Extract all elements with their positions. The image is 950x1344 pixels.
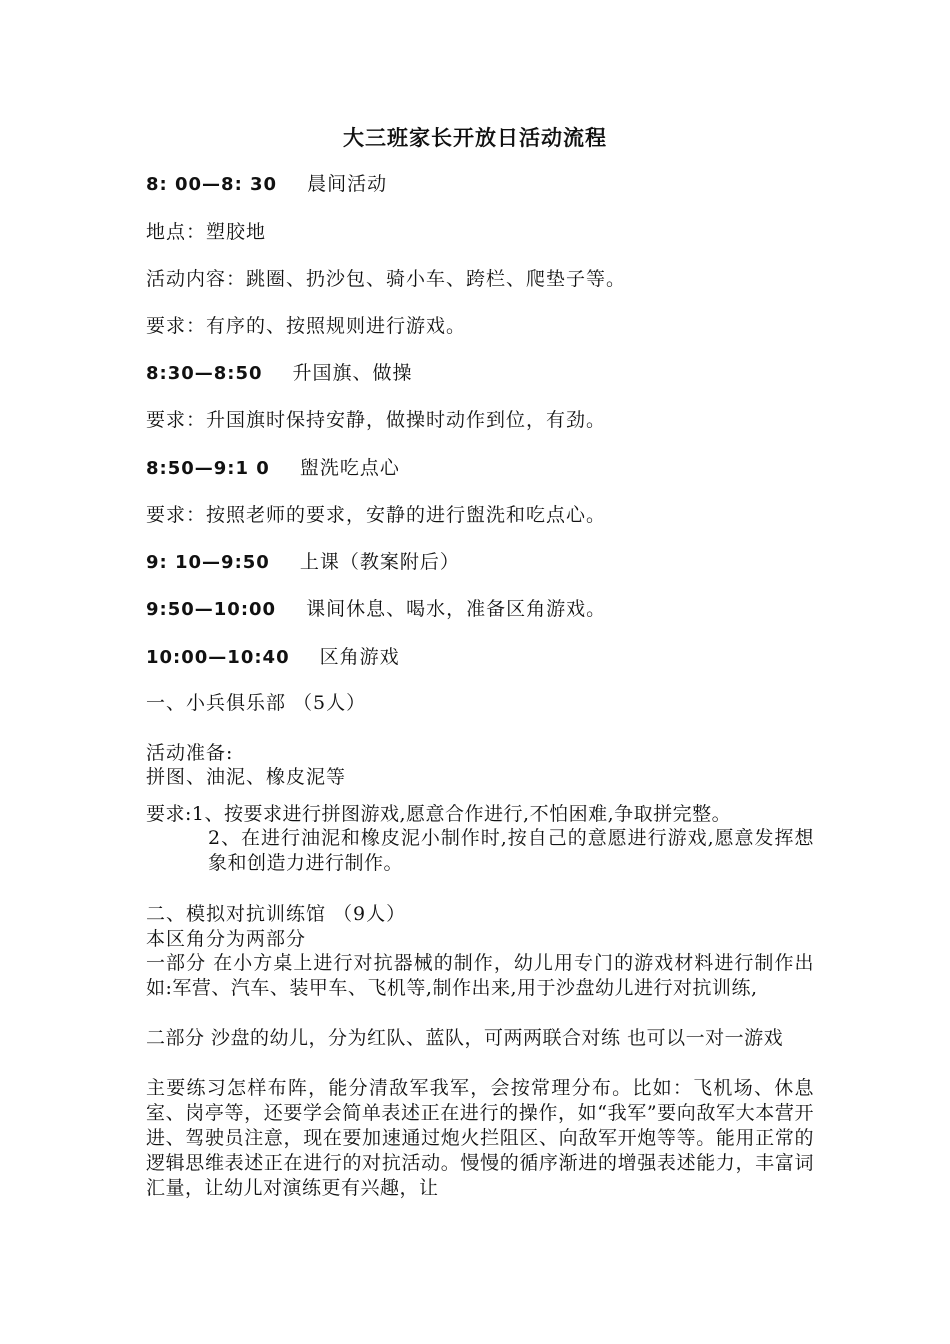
schedule-row-4 [146, 549, 460, 576]
schedule-row-2 [146, 360, 413, 387]
schedule-row-6 [146, 644, 400, 671]
morning-content: 活动内容：跳圈、扔沙包、骑小车、跨栏、爬垫子等。 [146, 268, 627, 290]
schedule-time: 8:50—9:1 0 [146, 458, 270, 479]
area2-intro: 本区角分为两部分 [146, 928, 307, 950]
schedule-activity: 升国旗、做操 [292, 362, 413, 384]
schedule-activity: 晨间活动 [307, 173, 388, 195]
schedule-row-5 [146, 596, 606, 623]
schedule-time: 8:30—8:50 [146, 363, 263, 384]
schedule-time: 9:50—10:00 [146, 599, 277, 620]
morning-requirement: 要求：有序的、按照规则进行游戏。 [146, 315, 467, 337]
schedule-row-1 [146, 171, 387, 198]
schedule-activity: 课间休息、喝水，准备区角游戏。 [306, 598, 607, 620]
area2-heading: 二、模拟对抗训练馆 （9人） [146, 903, 407, 925]
schedule-time: 8: 00—8: 30 [146, 174, 278, 195]
area1-prep-items: 拼图、油泥、橡皮泥等 [146, 766, 347, 788]
area1-requirement-2 [146, 826, 814, 876]
area2-part2: 二部分 沙盘的幼儿，分为红队、蓝队，可两两联合对练 也可以一对一游戏 [146, 1027, 784, 1049]
area2-practice: 主要练习怎样布阵，能分清敌军我军，会按常理分布。比如：飞机场、休息室、岗亭等，还要学会简单表述正在进行的操作，如“我军”要向敌军大本营开进、驾驶员注意，现在要加速通过炮火拦阻区、向敌军开炮等等。能用正常的逻辑思维表述正在进行的对抗活动。慢慢的循序渐进的增强表述能力，丰富词汇量，让幼儿对演练更有兴趣，让 [146, 1077, 814, 1199]
snack-requirement: 要求：按照老师的要求，安静的进行盥洗和吃点心。 [146, 504, 607, 526]
schedule-activity: 上课（教案附后） [299, 551, 460, 573]
schedule-time: 10:00—10:40 [146, 647, 290, 668]
schedule-activity: 区角游戏 [319, 646, 400, 668]
morning-location: 地点：塑胶地 [146, 221, 267, 243]
area1-heading: 一、小兵俱乐部 （5人） [146, 692, 367, 714]
schedule-row-3 [146, 455, 400, 482]
area1-requirement-2-text: 2、在进行油泥和橡皮泥小制作时,按自己的意愿进行游戏,愿意发挥想象和创造力进行制作。 [208, 827, 814, 874]
flag-requirement: 要求：升国旗时保持安静，做操时动作到位，有劲。 [146, 409, 607, 431]
schedule-time: 9: 10—9:50 [146, 552, 270, 573]
area1-requirement-1: 要求:1、按要求进行拼图游戏,愿意合作进行,不怕困难,争取拼完整。 [146, 803, 732, 825]
document-title: 大三班家长开放日活动流程 [343, 125, 607, 150]
area2-part1: 一部分 在小方桌上进行对抗器械的制作，幼儿用专门的游戏材料进行制作出如:军营、汽车、装甲车、飞机等,制作出来,用于沙盘幼儿进行对抗训练, [146, 952, 814, 999]
area1-prep-label: 活动准备: [146, 742, 234, 764]
schedule-activity: 盥洗吃点心 [299, 457, 400, 479]
